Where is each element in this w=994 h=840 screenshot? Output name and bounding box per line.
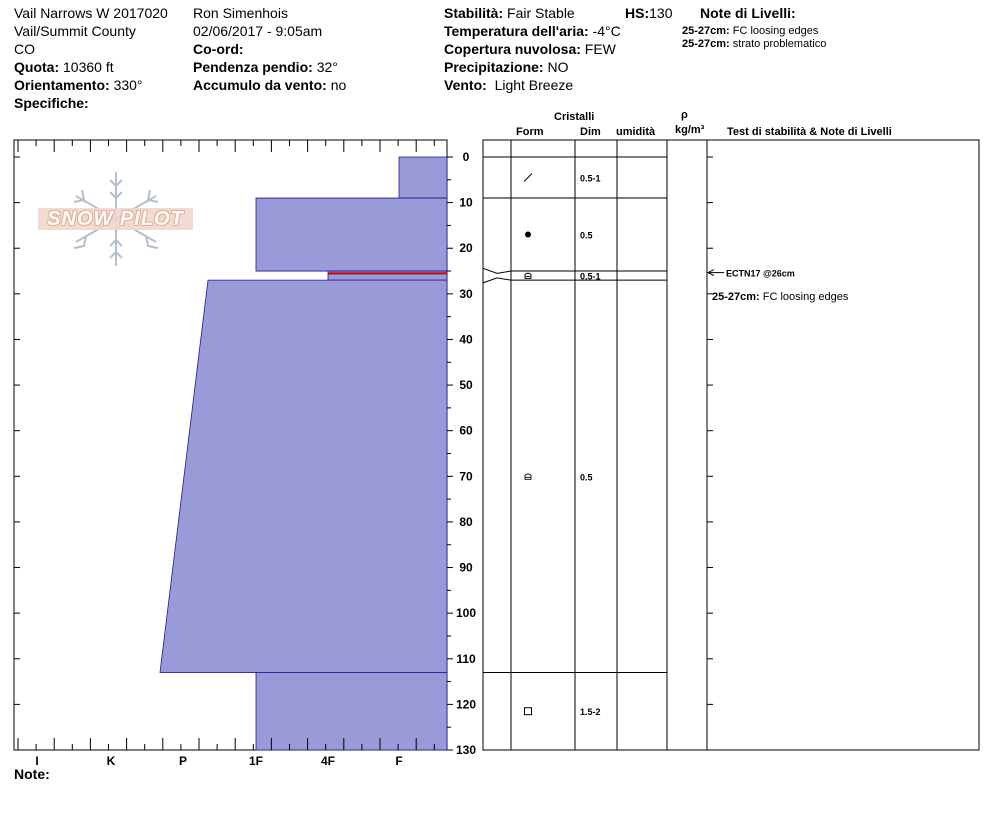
depth-label: 10 <box>459 195 473 210</box>
table-layer-note-range: 25-27cm: <box>712 291 763 303</box>
hardness-label-k: K <box>106 754 116 768</box>
stability-label: Stabilità: <box>444 5 504 21</box>
profile-layer-4 <box>160 280 447 672</box>
elevation-label: Quota: <box>14 59 60 75</box>
depth-label: 90 <box>459 560 473 575</box>
layer-note-2-range: 25-27cm: <box>682 38 730 50</box>
hs-value: 130 <box>649 5 673 21</box>
aspect-value: 330° <box>113 77 143 93</box>
profile-layer-1 <box>399 157 447 198</box>
wind-value: Light Breeze <box>494 77 574 93</box>
depth-label: 70 <box>459 469 473 484</box>
wind-loading-label: Accumulo da vento: <box>193 77 327 93</box>
layer-connector <box>483 268 511 273</box>
hs-label: HS: <box>625 5 650 21</box>
depth-label: 80 <box>459 514 473 529</box>
stability-value: Fair Stable <box>507 5 575 21</box>
moisture-header: umidità <box>616 126 656 138</box>
depth-label: 120 <box>455 697 477 712</box>
region: Vail/Summit County <box>14 23 136 39</box>
table-layer-note-text: FC loosing edges <box>762 291 849 303</box>
aspect-label: Orientamento: <box>14 77 110 93</box>
hardness-label-p: P <box>178 754 188 768</box>
form-symbol-slash <box>524 174 532 182</box>
form-symbol-cup <box>525 273 531 279</box>
depth-label: 130 <box>455 743 477 757</box>
layer-notes-title: Note di Livelli: <box>700 5 796 21</box>
layer-size-label: 0.5-1 <box>580 271 601 282</box>
wind-loading-value: no <box>330 77 347 93</box>
layer-size-label: 0.5 <box>580 230 593 241</box>
table-layer-note <box>712 291 849 303</box>
cloud-value: FEW <box>584 41 616 57</box>
hardness-label-1f: 1F <box>248 754 264 768</box>
layer-note-1-range: 25-27cm: <box>682 25 730 37</box>
air-temp-label: Temperatura dell'aria: <box>444 23 589 39</box>
precip-value: NO <box>547 59 569 75</box>
density-symbol: ρ <box>681 109 688 121</box>
layer-size-label: 0.5 <box>580 472 593 483</box>
slope-value: 32° <box>316 59 338 75</box>
depth-label: 50 <box>459 378 473 393</box>
depth-label: 20 <box>459 241 473 256</box>
layer-note-2-text: strato problematico <box>732 38 827 50</box>
cloud-label: Copertura nuvolosa: <box>444 41 581 57</box>
depth-label: 110 <box>456 651 476 666</box>
depth-label: 40 <box>459 332 473 347</box>
depth-label: 100 <box>455 606 477 621</box>
datetime: 02/06/2017 - 9:05am <box>193 23 323 39</box>
layer-note-1-text: FC loosing edges <box>732 25 819 37</box>
dim-header: Dim <box>580 126 601 138</box>
profile-layer-5 <box>256 672 447 750</box>
layer-size-label: 1.5-2 <box>580 707 601 718</box>
elevation-value: 10360 ft <box>63 59 114 75</box>
density-unit: kg/m³ <box>675 124 705 136</box>
air-temp-value: -4°C <box>592 23 621 39</box>
layer-table-frame <box>483 140 979 750</box>
form-symbol-cup <box>525 474 531 480</box>
watermark-text: SNOW PILOT <box>38 208 193 230</box>
notes-label: Note: <box>14 766 50 782</box>
precip-label: Precipitazione: <box>444 59 544 75</box>
form-header: Form <box>516 126 544 138</box>
profile-layer-2 <box>256 198 447 271</box>
form-symbol-square <box>525 708 532 715</box>
slope-label: Pendenza pendio: <box>193 59 313 75</box>
crystals-header: Cristalli <box>554 111 595 123</box>
tests-header: Test di stabilità & Note di Livelli <box>727 126 892 138</box>
hardness-label-i: I <box>35 754 39 768</box>
coord-label: Co-ord: <box>193 41 244 57</box>
snowpilot-watermark <box>38 170 198 270</box>
depth-label: 0 <box>462 150 470 164</box>
layer-connector <box>483 278 511 283</box>
state: CO <box>14 41 35 57</box>
depth-label: 60 <box>459 423 473 438</box>
form-symbol-dot <box>525 232 531 238</box>
wind-label: Vento: <box>444 77 487 93</box>
hardness-label-4f: 4F <box>320 754 336 768</box>
stability-test-label: ECTN17 @26cm <box>726 268 795 279</box>
depth-label: 30 <box>459 286 473 301</box>
specifics-label: Specifiche: <box>14 95 89 111</box>
layer-size-label: 0.5-1 <box>580 173 601 184</box>
hardness-label-f: F <box>395 754 403 768</box>
observer: Ron Simenhois <box>193 5 288 21</box>
site-name: Vail Narrows W 2017020 <box>14 5 168 21</box>
